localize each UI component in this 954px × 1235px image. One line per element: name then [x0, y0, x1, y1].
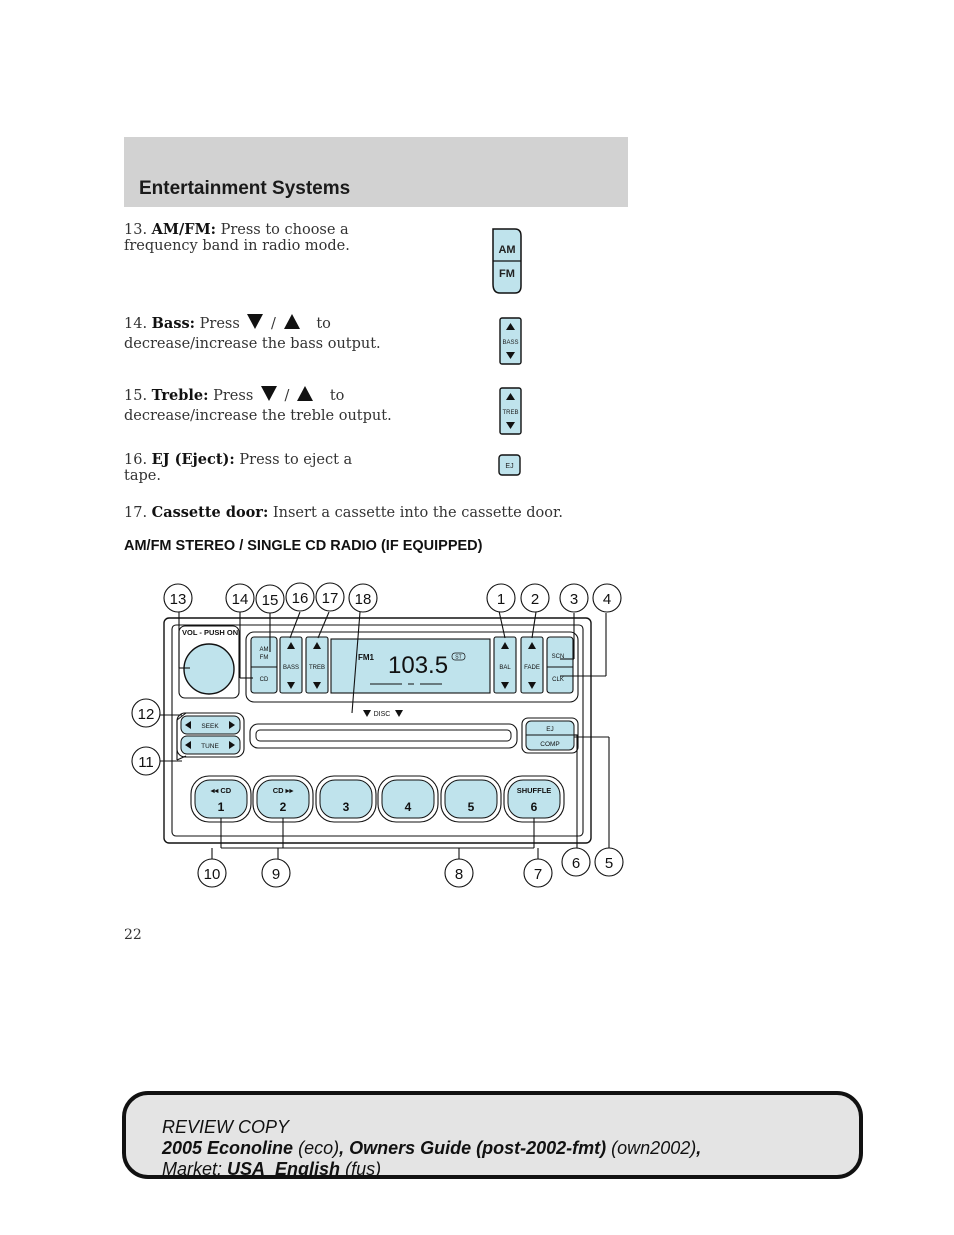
treble-button-icon [498, 386, 524, 436]
item-17: 17. Cassette door: Insert a cassette into the cassette door. [124, 504, 563, 521]
svg-text:3: 3 [342, 800, 350, 814]
svg-text:16: 16 [291, 590, 309, 607]
svg-text:CLK: CLK [552, 677, 564, 683]
eject-button-icon [497, 453, 523, 477]
svg-text:4: 4 [404, 800, 412, 814]
footer-model-line: 2005 Econoline (eco), Owners Guide (post-2002-fmt) (own2002), [162, 1138, 702, 1158]
svg-text:2: 2 [530, 591, 540, 608]
svg-text:8: 8 [454, 866, 464, 883]
svg-text:11: 11 [138, 754, 154, 771]
footer-market-line: Market: USA_English (fus) [162, 1159, 382, 1179]
page-number: 22 [124, 927, 142, 943]
up-arrow-icon [297, 386, 313, 401]
svg-text:SHUFFLE: SHUFFLE [516, 786, 552, 795]
cd-slot[interactable] [250, 724, 517, 748]
svg-text:103.5: 103.5 [388, 652, 449, 679]
svg-text:17: 17 [321, 590, 339, 607]
svg-text:SEEK: SEEK [201, 723, 219, 730]
section-heading: AM/FM STEREO / SINGLE CD RADIO (IF EQUIPPED) [124, 538, 483, 554]
down-arrow-icon [247, 314, 263, 329]
svg-text:AM: AM [498, 244, 516, 256]
svg-text:FM: FM [499, 268, 515, 280]
radio-scan-clock-button[interactable] [547, 637, 573, 693]
svg-text:3: 3 [569, 591, 579, 608]
svg-text:BASS: BASS [502, 340, 519, 346]
svg-text:EJ: EJ [505, 463, 514, 470]
svg-text:TREB: TREB [502, 410, 519, 416]
svg-text:SCN: SCN [551, 654, 565, 660]
svg-text:FM1: FM1 [358, 653, 374, 662]
svg-text:5: 5 [604, 855, 614, 872]
svg-text:CD ▸▸: CD ▸▸ [272, 786, 294, 795]
volume-knob[interactable] [184, 644, 234, 694]
radio-am-fm-button[interactable] [251, 637, 277, 693]
bass-button-icon [498, 316, 524, 366]
svg-text:BASS: BASS [282, 665, 300, 671]
svg-text:FM: FM [259, 655, 269, 661]
footer-box [122, 1091, 863, 1179]
svg-text:TREB: TREB [308, 665, 326, 671]
svg-text:1: 1 [217, 800, 225, 814]
svg-text:AM: AM [259, 647, 269, 653]
svg-text:4: 4 [602, 591, 612, 608]
svg-text:18: 18 [354, 591, 372, 608]
preset-buttons [191, 776, 564, 822]
am-fm-button-icon [490, 226, 524, 296]
svg-text:5: 5 [467, 800, 475, 814]
svg-text:DISC: DISC [373, 711, 391, 718]
page-title: Entertainment Systems [139, 178, 351, 199]
svg-text:10: 10 [203, 866, 221, 883]
svg-text:BAL: BAL [499, 665, 511, 671]
svg-text:COMP: COMP [540, 741, 560, 748]
svg-text:12: 12 [137, 706, 155, 723]
svg-text:CD: CD [259, 677, 269, 683]
svg-text:TUNE: TUNE [201, 743, 219, 750]
svg-text:6: 6 [571, 855, 581, 872]
item-13-term: AM/FM: [151, 221, 216, 238]
svg-text:9: 9 [271, 866, 281, 883]
item-13: 13. AM/FM: Press to choose a frequency band in radio mode. [124, 221, 350, 254]
svg-text:6: 6 [530, 800, 538, 814]
svg-text:2: 2 [279, 800, 287, 814]
item-14: 14. Bass: Press / to decrease/increase the bass output. [124, 315, 381, 352]
footer-review-copy: REVIEW COPY [162, 1117, 290, 1137]
item-15: 15. Treble: Press / to decrease/increase the treble output. [124, 387, 392, 424]
svg-text:EJ: EJ [546, 726, 554, 733]
svg-text:15: 15 [261, 592, 279, 609]
down-arrow-icon [261, 386, 277, 401]
svg-text:ST: ST [455, 654, 462, 661]
vol-label: VOL - PUSH ON [182, 628, 239, 637]
svg-text:7: 7 [533, 866, 543, 883]
up-arrow-icon [284, 314, 300, 329]
radio-diagram [120, 580, 640, 895]
svg-text:1: 1 [496, 591, 506, 608]
svg-text:13: 13 [169, 591, 187, 608]
svg-text:14: 14 [231, 591, 249, 608]
item-16: 16. EJ (Eject): Press to eject a tape. [124, 451, 353, 484]
svg-text:◂◂ CD: ◂◂ CD [210, 786, 232, 795]
svg-text:FADE: FADE [524, 665, 540, 671]
